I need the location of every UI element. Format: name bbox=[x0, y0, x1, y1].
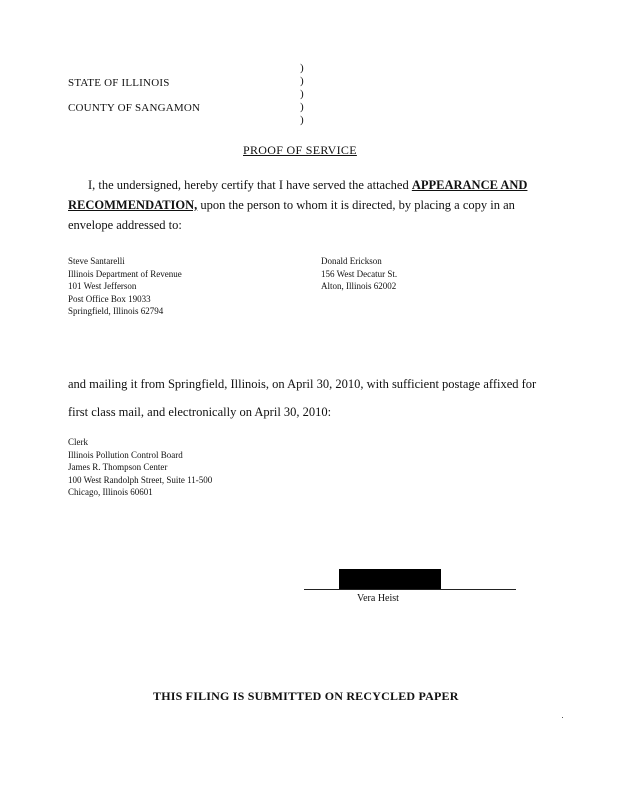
address-line: Steve Santarelli bbox=[68, 256, 125, 266]
document-name-part-1: APPEARANCE AND bbox=[411, 178, 528, 192]
address-line: 100 West Randolph Street, Suite 11-500 bbox=[68, 474, 213, 485]
mailing-line-1: and mailing it from Springfield, Illinois, on April 30, 2010, with sufficient postage affixed for bbox=[68, 377, 537, 391]
document-title: PROOF OF SERVICE bbox=[243, 143, 357, 157]
address-line: 101 West Jefferson bbox=[68, 281, 137, 291]
county-caption: COUNTY OF SANGAMON bbox=[68, 102, 201, 114]
address-line: Post Office Box 19033 bbox=[68, 293, 151, 304]
recipient-address-left bbox=[68, 255, 182, 318]
caption-parentheses: ) ) ) ) ) bbox=[300, 62, 304, 126]
scan-speck bbox=[562, 717, 563, 718]
address-line: James R. Thompson Center bbox=[68, 462, 168, 472]
signer-name: Vera Heist bbox=[357, 593, 399, 604]
document-name-part-2: RECOMMENDATION, bbox=[68, 198, 198, 212]
intro-line-1 bbox=[88, 178, 527, 193]
intro-line-2 bbox=[68, 198, 515, 213]
address-line: Illinois Department of Revenue bbox=[68, 268, 182, 279]
clerk-address bbox=[68, 436, 212, 499]
address-line: Chicago, Illinois 60601 bbox=[68, 487, 153, 497]
address-line: Alton, Illinois 62002 bbox=[321, 281, 397, 291]
recycled-paper-notice: THIS FILING IS SUBMITTED ON RECYCLED PAPER bbox=[153, 689, 459, 703]
address-line: Illinois Pollution Control Board bbox=[68, 449, 183, 460]
signature-line bbox=[304, 589, 516, 590]
signature-redaction bbox=[339, 569, 441, 589]
recipient-address-right bbox=[321, 255, 397, 293]
mailing-line-2: first class mail, and electronically on April 30, 2010: bbox=[68, 405, 332, 419]
intro-text-2: upon the person to whom it is directed, by placing a copy in an bbox=[197, 198, 515, 212]
address-line: 156 West Decatur St. bbox=[321, 268, 398, 279]
address-line: Springfield, Illinois 62794 bbox=[68, 306, 164, 316]
state-caption: STATE OF ILLINOIS bbox=[68, 77, 170, 89]
intro-text: I, the undersigned, hereby certify that I have served the attached bbox=[88, 178, 412, 192]
intro-line-3: envelope addressed to: bbox=[68, 218, 182, 232]
address-line: Donald Erickson bbox=[321, 256, 382, 266]
address-line: Clerk bbox=[68, 437, 88, 447]
